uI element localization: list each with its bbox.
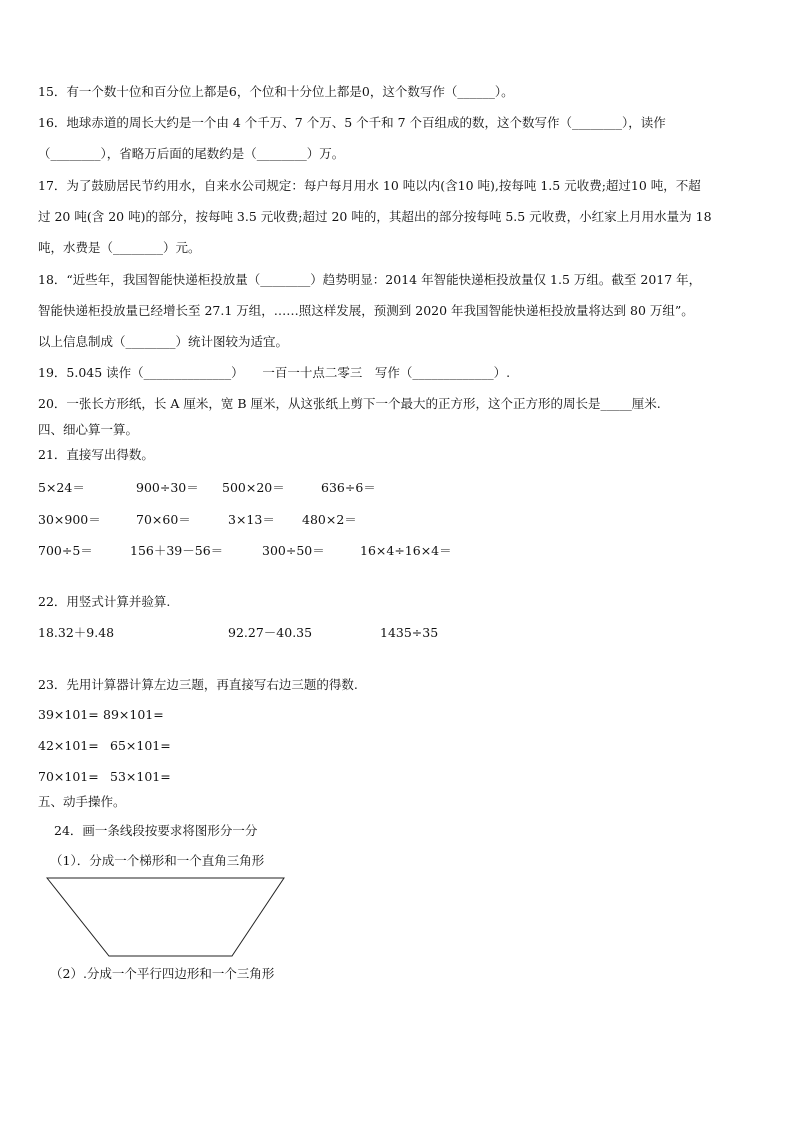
q21-item: 156＋39－56＝ <box>130 543 224 558</box>
q23-item: 89×101= <box>103 707 164 722</box>
question-17-line-3: 吨，水费是（________）元。 <box>38 240 201 255</box>
question-15: 15．有一个数十位和百分位上都是6，个位和十分位上都是0，这个数写作（______）。 <box>38 84 514 99</box>
q22-item: 1435÷35 <box>380 625 439 640</box>
question-16-line-1: 16．地球赤道的周长大约是一个由 4 个千万、7 个万、5 个千和 7 个百组成的数，这个数写作（________），读作 <box>38 115 666 130</box>
question-18-line-3: 以上信息制成（________）统计图较为适宜。 <box>38 334 289 349</box>
trapezoid-figure <box>46 874 288 960</box>
question-17-line-1: 17．为了鼓励居民节约用水，自来水公司规定：每户每月用水 10 吨以内(含10 吨),按每吨 1.5 元收费;超过10 吨，不超 <box>38 178 701 193</box>
q21-item: 30×900＝ <box>38 512 101 527</box>
q22-item: 92.27－40.35 <box>228 625 313 640</box>
q23-item: 42×101= <box>38 738 99 753</box>
q21-item: 700÷5＝ <box>38 543 93 558</box>
section-5-heading: 五、动手操作。 <box>38 794 126 809</box>
q23-item: 39×101= <box>38 707 99 722</box>
q23-item: 53×101= <box>110 769 171 784</box>
question-20: 20．一张长方形纸，长 A 厘米，宽 B 厘米，从这张纸上剪下一个最大的正方形，这个正方形的周长是_____厘米. <box>38 396 661 411</box>
q21-item: 3×13＝ <box>228 512 275 527</box>
q21-item: 16×4÷16×4＝ <box>360 543 452 558</box>
q23-item: 65×101= <box>110 738 171 753</box>
question-18-line-1: 18．“近些年，我国智能快递柜投放量（________）趋势明显：2014 年智能快递柜投放量仅 1.5 万组。截至 2017 年， <box>38 272 702 287</box>
q21-item: 636÷6＝ <box>321 480 376 495</box>
question-23-title: 23．先用计算器计算左边三题，再直接写右边三题的得数. <box>38 677 358 692</box>
q21-item: 500×20＝ <box>222 480 285 495</box>
question-22-title: 22．用竖式计算并验算. <box>38 594 171 609</box>
trapezoid-shape <box>47 878 284 956</box>
q23-item: 70×101= <box>38 769 99 784</box>
question-19: 19．5.045 读作（______________） 一百一十点二零三 写作（_____________）. <box>38 365 511 380</box>
question-21-title: 21．直接写出得数。 <box>38 447 154 462</box>
question-16-line-2: （________），省略万后面的尾数约是（________）万。 <box>38 146 345 161</box>
question-17-line-2: 过 20 吨(含 20 吨)的部分，按每吨 3.5 元收费;超过 20 吨的，其超出的部分按每吨 5.5 元收费，小红家上月用水量为 18 <box>38 209 712 224</box>
q21-item: 70×60＝ <box>136 512 191 527</box>
q21-item: 300÷50＝ <box>262 543 325 558</box>
q21-item: 5×24＝ <box>38 480 85 495</box>
section-4-heading: 四、细心算一算。 <box>38 422 139 437</box>
question-24-part-2: （2）.分成一个平行四边形和一个三角形 <box>50 966 275 981</box>
question-24-part-1: （1）．分成一个梯形和一个直角三角形 <box>50 853 265 868</box>
q22-item: 18.32＋9.48 <box>38 625 115 640</box>
q21-item: 480×2＝ <box>302 512 357 527</box>
question-18-line-2: 智能快递柜投放量已经增长至 27.1 万组，……照这样发展，预测到 2020 年我国智能快递柜投放量将达到 80 万组”。 <box>38 303 694 318</box>
q21-item: 900÷30＝ <box>136 480 199 495</box>
question-24-title: 24．画一条线段按要求将图形分一分 <box>54 823 258 838</box>
